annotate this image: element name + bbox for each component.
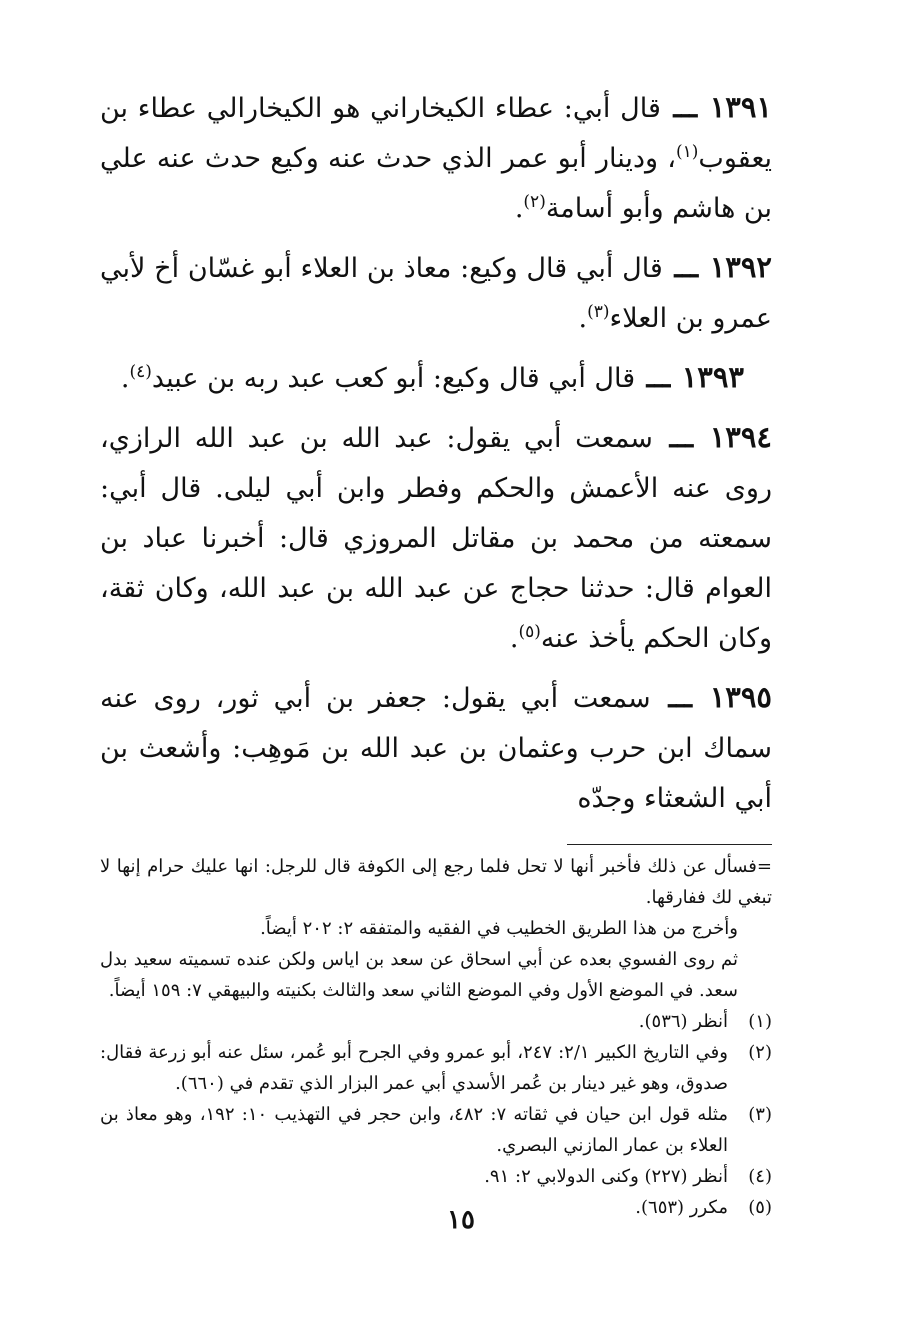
entry-text: قال أبي: عطاء الكيخاراني هو الكيخارالي عطاء بن يعقوب: [100, 93, 772, 174]
entry-text: قال أبي قال وكيع: أبو كعب عبد ربه بن عبيد: [151, 363, 636, 394]
footnote-separator: [567, 844, 772, 845]
entry-text: ، ودينار أبو عمر الذي حدث عنه وكيع حدث عنه علي بن هاشم وأبو أسامة: [100, 143, 772, 224]
footnote-ref: (١): [676, 142, 699, 162]
footnote-paragraph: وأخرج من هذا الطريق الخطيب في الفقيه والمتفقه ٢: ٢٠٢ أيضاً.: [260, 918, 738, 939]
entry-1392: ١٣٩٢ ـــ قال أبي قال وكيع: معاذ بن العلاء أبو غسّان أخ لأبي عمرو بن العلاء$^{(٣)}$.: [100, 250, 772, 334]
entry-number: ١٣٩١: [709, 90, 773, 124]
footnotes-area: [100, 851, 772, 1223]
entry-text: قال أبي قال وكيع: معاذ بن العلاء أبو غسّان أخ لأبي عمرو بن العلاء: [100, 253, 772, 334]
footnote-ref: (٥): [518, 622, 541, 642]
entry-number: ١٣٩٢: [709, 250, 772, 284]
footnote-ref: (٢): [523, 192, 546, 212]
entry-1393: ١٣٩٣ ـــ قال أبي قال وكيع: أبو كعب عبد ربه بن عبيد$^{(٤)}$.: [120, 360, 744, 394]
entry-1395: ١٣٩٥ ـــ سمعت أبي يقول: جعفر بن أبي ثور، روى عنه سماك ابن حرب وعثمان بن عبد الله بن مَوهِب: وأشعث بن أبي الشعثاء وجدّه: [100, 680, 772, 814]
footnote-ref: (٤): [129, 362, 152, 382]
entry-text: سمعت أبي يقول: جعفر بن أبي ثور، روى عنه سماك ابن حرب وعثمان بن عبد الله بن مَوهِب: وأشعث بن أبي الشعثاء وجدّه: [100, 683, 772, 814]
entry-number: ١٣٩٣: [681, 360, 744, 394]
footnote-text: وفي التاريخ الكبير ٢/١: ٢٤٧، أبو عمرو وفي الجرح أبو عُمر، سئل عنه أبو زرعة فقال: صدوق، وهو غير دينار بن عُمر الأسدي أبي عمر البزار الذي تقدم في (٦٦٠).: [100, 1042, 728, 1094]
footnote-1: [100, 1006, 772, 1037]
footnote-mark: (٣): [748, 1104, 772, 1125]
footnote-text: أنظر (٢٢٧) وكنى الدولابي ٢: ٩١.: [484, 1166, 728, 1187]
footnote-text: مثله قول ابن حيان في ثقاته ٧: ٤٨٢، وابن حجر في التهذيب ١٠: ١٩٢، وهو معاذ بن العلاء بن عمار المازني البصري.: [100, 1104, 728, 1156]
footnote-mark: (١): [748, 1011, 772, 1032]
entry-1394: ١٣٩٤ ـــ سمعت أبي يقول: عبد الله بن عبد الله الرازي، روى عنه الأعمش والحكم وفطر وابن أبي ليلى. قال أبي: سمعته من محمد بن مقاتل المروزي قال: أخبرنا عباد بن العوام قال: حدثنا حجاج عن عبد الله بن عبد الله، وكان ثقة، وكان الحكم يأخذ عنه$^{(٥)}$.: [100, 420, 773, 654]
footnote-2: [100, 1037, 772, 1099]
footnote-mark: (٤): [748, 1166, 772, 1187]
entry-text: سمعت أبي يقول: عبد الله بن عبد الله الرازي، روى عنه الأعمش والحكم وفطر وابن أبي ليلى. قال أبي: سمعته من محمد بن مقاتل المروزي قال: أخبرنا عباد بن العوام قال: حدثنا حجاج عن عبد الله بن عبد الله، وكان ثقة، وكان الحكم يأخذ عنه: [100, 423, 772, 654]
page-number: ١٥: [447, 1205, 475, 1235]
entry-1391: ١٣٩١ ـــ قال أبي: عطاء الكيخاراني هو الكيخارالي عطاء بن يعقوب$^{(١)}$، ودينار أبو عمر الذي حدث عنه وكيع حدث عنه علي بن هاشم وأبو أسامة$^{(٢)}$.: [100, 90, 773, 224]
footnote-4: [100, 1161, 772, 1192]
entry-number: ١٣٩٤: [709, 420, 773, 454]
footnote-text: أنظر (٥٣٦).: [638, 1011, 728, 1032]
footnote-mark: (٥): [748, 1197, 772, 1218]
footnote-ref: (٣): [587, 302, 610, 322]
footnote-paragraph: ثم روى الفسوي بعده عن أبي اسحاق عن سعد بن اياس ولكن عنده تسميته سعيد بدل سعد. في الموضع الأول وفي الموضع الثاني سعد والثالث بكنيته والبيهقي ٧: ١٥٩ أيضاً.: [100, 949, 738, 1001]
footnote-text: مكرر (٦٥٣).: [635, 1197, 728, 1218]
footnote-continuation: =فسأل عن ذلك فأخبر أنها لا تحل فلما رجع إلى الكوفة قال للرجل: انها عليك حرام إنها لا تبغي لك ففارقها.: [100, 856, 772, 908]
entry-number: ١٣٩٥: [709, 680, 772, 714]
footnote-3: [100, 1099, 772, 1161]
main-text: [100, 82, 772, 824]
footnote-mark: (٢): [748, 1042, 772, 1063]
